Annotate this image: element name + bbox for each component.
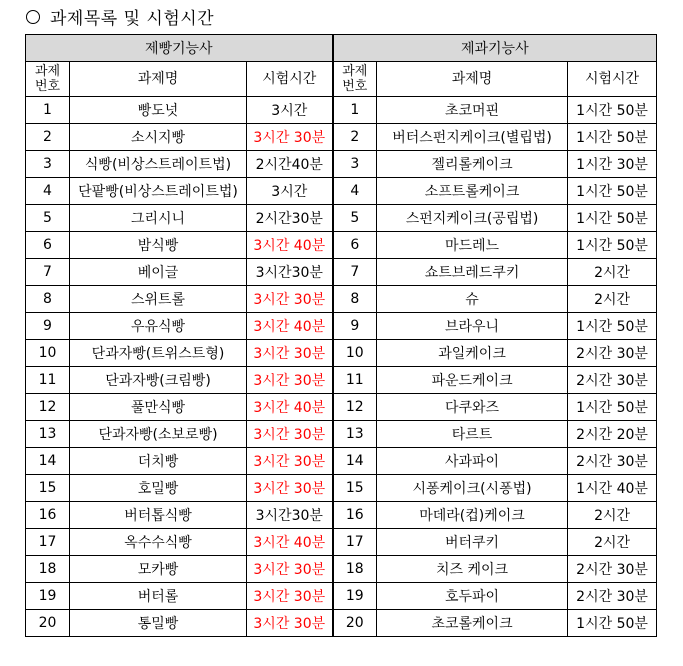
bread-task-number: 20 <box>26 610 70 637</box>
pastry-exam-time: 2시간 <box>568 529 657 556</box>
pastry-task-number: 5 <box>333 205 377 232</box>
bread-exam-time: 3시간 40분 <box>247 313 333 340</box>
bread-task-number: 13 <box>26 421 70 448</box>
pastry-task-number: 10 <box>333 340 377 367</box>
pastry-task-name: 파운드케이크 <box>377 367 568 394</box>
bread-task-number: 18 <box>26 556 70 583</box>
bread-task-name: 베이글 <box>70 259 247 286</box>
pastry-task-number: 18 <box>333 556 377 583</box>
bread-exam-time: 3시간 30분 <box>247 610 333 637</box>
pastry-exam-time: 2시간 30분 <box>568 556 657 583</box>
table-row <box>26 178 657 205</box>
pastry-exam-time: 1시간 50분 <box>568 313 657 340</box>
pastry-task-name: 슈 <box>377 286 568 313</box>
pastry-exam-time: 1시간 50분 <box>568 124 657 151</box>
table-row <box>26 556 657 583</box>
exam-table-body <box>26 97 657 637</box>
document-heading <box>26 4 214 29</box>
table-row <box>26 475 657 502</box>
bread-exam-time: 3시간 30분 <box>247 286 333 313</box>
bread-task-name: 식빵(비상스트레이트법) <box>70 151 247 178</box>
pastry-exam-time: 2시간 20분 <box>568 421 657 448</box>
pastry-exam-time: 2시간 30분 <box>568 583 657 610</box>
table-row <box>26 259 657 286</box>
bread-task-number: 12 <box>26 394 70 421</box>
bread-task-name: 옥수수식빵 <box>70 529 247 556</box>
bread-task-number: 19 <box>26 583 70 610</box>
heading-text: 과제목록 및 시험시간 <box>50 9 215 29</box>
pastry-exam-time: 2시간 <box>568 502 657 529</box>
table-row <box>26 583 657 610</box>
table-row <box>26 421 657 448</box>
bread-task-name: 밤식빵 <box>70 232 247 259</box>
bread-task-name: 그리시니 <box>70 205 247 232</box>
pastry-task-number: 17 <box>333 529 377 556</box>
table-row <box>26 151 657 178</box>
table-row <box>26 124 657 151</box>
bread-task-number: 11 <box>26 367 70 394</box>
bread-exam-time: 3시간 30분 <box>247 367 333 394</box>
group-header-bread: 제빵기능사 <box>26 35 333 62</box>
pastry-task-number: 2 <box>333 124 377 151</box>
pastry-task-number: 16 <box>333 502 377 529</box>
pastry-task-name: 젤리롤케이크 <box>377 151 568 178</box>
col-header-time-bread: 시험시간 <box>247 62 333 97</box>
table-row <box>26 286 657 313</box>
bread-task-name: 더치빵 <box>70 448 247 475</box>
bread-task-name: 빵도넛 <box>70 97 247 124</box>
bread-task-name: 우유식빵 <box>70 313 247 340</box>
pastry-exam-time: 1시간 50분 <box>568 394 657 421</box>
bread-task-number: 10 <box>26 340 70 367</box>
bread-exam-time: 3시간 30분 <box>247 556 333 583</box>
table-row <box>26 394 657 421</box>
bread-task-number: 14 <box>26 448 70 475</box>
pastry-task-name: 버터스펀지케이크(별립법) <box>377 124 568 151</box>
pastry-task-name: 스펀지케이크(공립법) <box>377 205 568 232</box>
bread-task-number: 8 <box>26 286 70 313</box>
col-header-time-pastry: 시험시간 <box>568 62 657 97</box>
table-row <box>26 610 657 637</box>
pastry-task-number: 11 <box>333 367 377 394</box>
bread-task-number: 5 <box>26 205 70 232</box>
pastry-task-name: 과일케이크 <box>377 340 568 367</box>
pastry-task-name: 초코머핀 <box>377 97 568 124</box>
pastry-task-name: 사과파이 <box>377 448 568 475</box>
exam-table <box>25 34 657 637</box>
pastry-task-name: 시퐁케이크(시퐁법) <box>377 475 568 502</box>
table-row <box>26 502 657 529</box>
col-header-number-bread: 과제 번호 <box>26 62 70 97</box>
col-header-number-pastry: 과제 번호 <box>333 62 377 97</box>
pastry-exam-time: 2시간 30분 <box>568 340 657 367</box>
bread-task-name: 호밀빵 <box>70 475 247 502</box>
pastry-task-name: 버터쿠키 <box>377 529 568 556</box>
pastry-task-number: 9 <box>333 313 377 340</box>
bread-task-number: 7 <box>26 259 70 286</box>
pastry-task-name: 쇼트브레드쿠키 <box>377 259 568 286</box>
pastry-task-name: 다쿠와즈 <box>377 394 568 421</box>
bread-task-number: 17 <box>26 529 70 556</box>
bread-task-number: 6 <box>26 232 70 259</box>
bread-task-number: 3 <box>26 151 70 178</box>
table-row <box>26 232 657 259</box>
pastry-task-name: 호두파이 <box>377 583 568 610</box>
pastry-task-name: 초코롤케이크 <box>377 610 568 637</box>
circle-bullet-icon <box>26 10 40 24</box>
bread-task-name: 스위트롤 <box>70 286 247 313</box>
bread-task-number: 1 <box>26 97 70 124</box>
pastry-exam-time: 2시간 30분 <box>568 448 657 475</box>
pastry-task-number: 13 <box>333 421 377 448</box>
pastry-task-number: 6 <box>333 232 377 259</box>
table-row <box>26 97 657 124</box>
pastry-task-number: 8 <box>333 286 377 313</box>
bread-exam-time: 3시간 40분 <box>247 529 333 556</box>
bread-task-name: 단과자빵(크림빵) <box>70 367 247 394</box>
col-header-name-bread: 과제명 <box>70 62 247 97</box>
pastry-task-number: 15 <box>333 475 377 502</box>
bread-task-number: 15 <box>26 475 70 502</box>
bread-exam-time: 3시간 30분 <box>247 448 333 475</box>
pastry-task-name: 마데라(컵)케이크 <box>377 502 568 529</box>
table-row <box>26 340 657 367</box>
pastry-task-name: 치즈 케이크 <box>377 556 568 583</box>
bread-task-number: 9 <box>26 313 70 340</box>
pastry-task-number: 3 <box>333 151 377 178</box>
pastry-exam-time: 1시간 50분 <box>568 610 657 637</box>
pastry-exam-time: 2시간 <box>568 286 657 313</box>
table-row <box>26 205 657 232</box>
bread-exam-time: 3시간30분 <box>247 502 333 529</box>
pastry-exam-time: 1시간 40분 <box>568 475 657 502</box>
bread-exam-time: 2시간30분 <box>247 205 333 232</box>
column-header-row <box>26 62 657 97</box>
table-row <box>26 448 657 475</box>
table-row <box>26 529 657 556</box>
bread-exam-time: 3시간 40분 <box>247 394 333 421</box>
bread-exam-time: 3시간 <box>247 97 333 124</box>
bread-exam-time: 3시간 40분 <box>247 232 333 259</box>
bread-task-name: 버터톱식빵 <box>70 502 247 529</box>
pastry-task-name: 타르트 <box>377 421 568 448</box>
pastry-task-name: 마드레느 <box>377 232 568 259</box>
bread-task-name: 단과자빵(트위스트형) <box>70 340 247 367</box>
bread-task-name: 모카빵 <box>70 556 247 583</box>
bread-task-name: 통밀빵 <box>70 610 247 637</box>
bread-task-number: 2 <box>26 124 70 151</box>
pastry-task-name: 브라우니 <box>377 313 568 340</box>
pastry-exam-time: 2시간 30분 <box>568 367 657 394</box>
bread-task-name: 풀만식빵 <box>70 394 247 421</box>
bread-exam-time: 3시간30분 <box>247 259 333 286</box>
bread-task-name: 단팥빵(비상스트레이트법) <box>70 178 247 205</box>
bread-exam-time: 2시간40분 <box>247 151 333 178</box>
pastry-task-number: 19 <box>333 583 377 610</box>
pastry-task-number: 20 <box>333 610 377 637</box>
bread-exam-time: 3시간 30분 <box>247 124 333 151</box>
pastry-task-number: 4 <box>333 178 377 205</box>
pastry-task-number: 12 <box>333 394 377 421</box>
bread-exam-time: 3시간 30분 <box>247 583 333 610</box>
pastry-exam-time: 1시간 30분 <box>568 151 657 178</box>
pastry-exam-time: 1시간 50분 <box>568 232 657 259</box>
group-header-row <box>26 35 657 62</box>
bread-exam-time: 3시간 30분 <box>247 475 333 502</box>
pastry-exam-time: 1시간 50분 <box>568 97 657 124</box>
group-header-pastry: 제과기능사 <box>333 35 657 62</box>
pastry-task-number: 1 <box>333 97 377 124</box>
bread-task-name: 소시지빵 <box>70 124 247 151</box>
table-row <box>26 313 657 340</box>
bread-task-name: 단과자빵(소보로빵) <box>70 421 247 448</box>
table-row <box>26 367 657 394</box>
pastry-exam-time: 2시간 <box>568 259 657 286</box>
bread-exam-time: 3시간 30분 <box>247 421 333 448</box>
pastry-exam-time: 1시간 50분 <box>568 178 657 205</box>
bread-task-name: 버터롤 <box>70 583 247 610</box>
bread-exam-time: 3시간 30분 <box>247 340 333 367</box>
pastry-task-number: 14 <box>333 448 377 475</box>
col-header-name-pastry: 과제명 <box>377 62 568 97</box>
pastry-task-number: 7 <box>333 259 377 286</box>
bread-task-number: 4 <box>26 178 70 205</box>
pastry-exam-time: 1시간 50분 <box>568 205 657 232</box>
pastry-task-name: 소프트롤케이크 <box>377 178 568 205</box>
bread-task-number: 16 <box>26 502 70 529</box>
bread-exam-time: 3시간 <box>247 178 333 205</box>
